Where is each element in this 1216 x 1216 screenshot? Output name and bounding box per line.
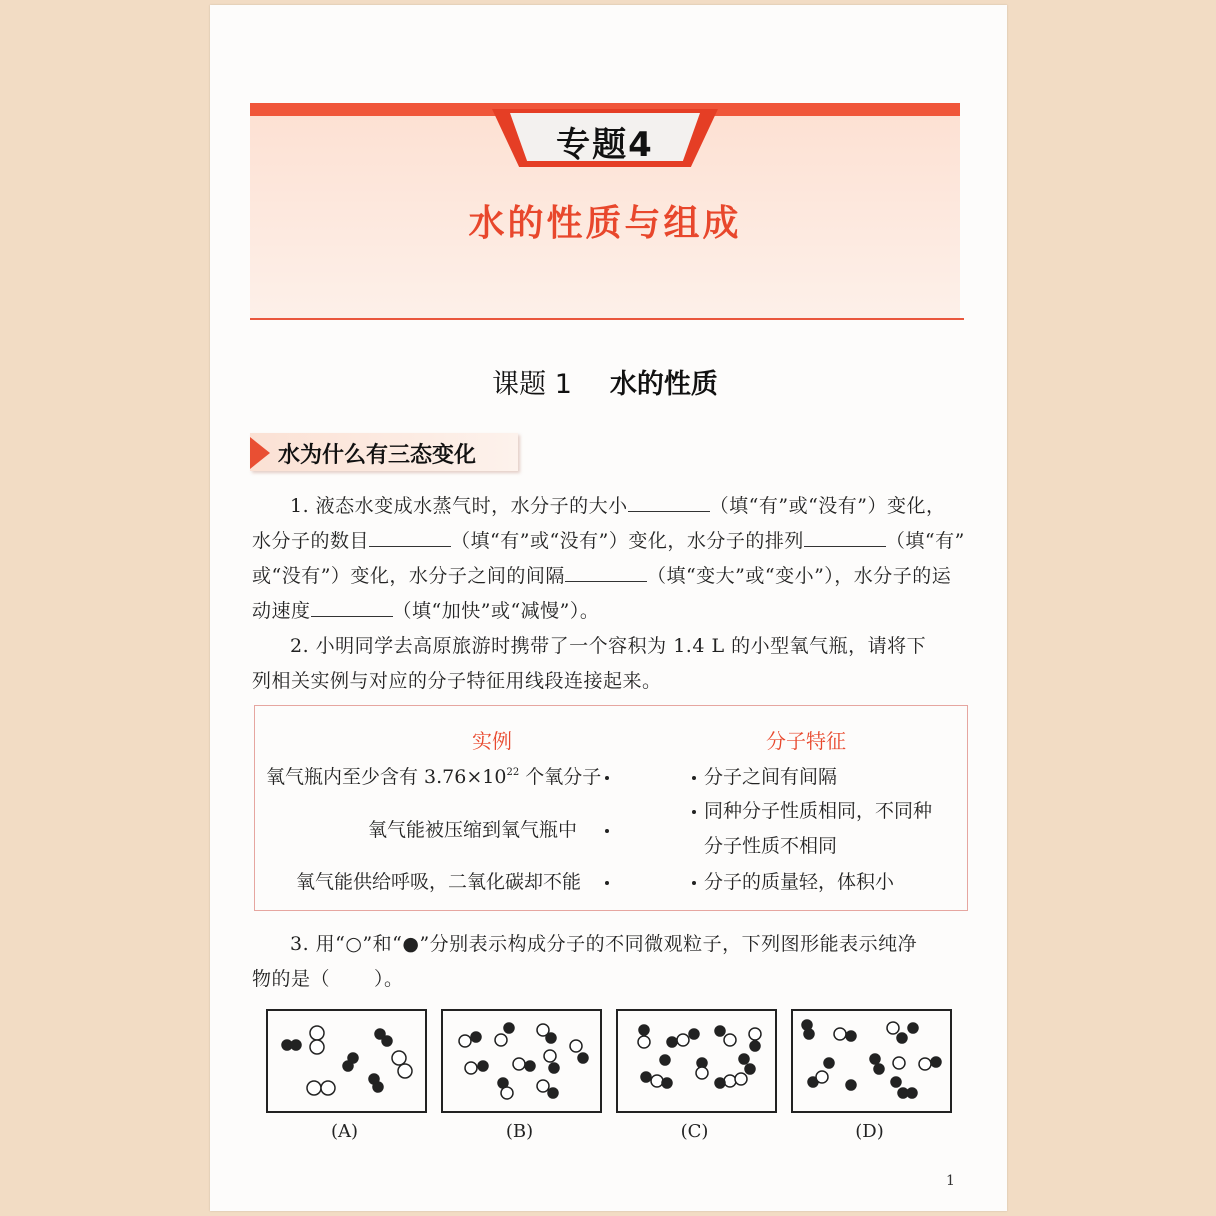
example-1-connect-dot[interactable] bbox=[605, 776, 609, 780]
q2-line-2: 列相关实例与对应的分子特征用线段连接起来。 bbox=[252, 670, 662, 692]
feature-1-connect-dot[interactable] bbox=[692, 776, 696, 780]
feature-2-line-2: 分子性质不相同 bbox=[704, 835, 838, 857]
q1-line-1: 1. 液态水变成水蒸气时，水分子的大小 （填“有”或“没有”）变化， bbox=[252, 489, 972, 524]
question-1 bbox=[252, 489, 972, 524]
topic-label: 专题4 bbox=[556, 125, 654, 165]
answer-blank[interactable] bbox=[369, 526, 451, 547]
q1-line-3: 或“没有”）变化，水分子之间的间隔 （填“变大”或“变小”），水分子的运 bbox=[252, 559, 972, 594]
figure-d[interactable] bbox=[791, 1009, 952, 1113]
chapter-title: 水的性质与组成 bbox=[468, 203, 742, 244]
example-3: 氧气能供给呼吸，二氧化碳却不能 bbox=[296, 871, 582, 893]
figure-c-label: (C) bbox=[680, 1121, 709, 1142]
figure-d-label: (D) bbox=[855, 1121, 884, 1142]
particles-diagram-d bbox=[793, 1011, 950, 1111]
figure-a-label: (A) bbox=[330, 1121, 359, 1142]
figure-b[interactable] bbox=[441, 1009, 602, 1113]
q2-line-1: 2. 小明同学去高原旅游时携带了一个容积为 1.4 L 的小型氧气瓶，请将下 bbox=[290, 635, 927, 657]
textbook-page bbox=[210, 5, 1007, 1211]
answer-blank[interactable] bbox=[628, 491, 710, 512]
header-divider bbox=[250, 318, 964, 320]
figure-b-label: (B) bbox=[505, 1121, 534, 1142]
particles-diagram-a bbox=[268, 1011, 425, 1111]
feature-3: 分子的质量轻，体积小 bbox=[704, 871, 895, 893]
feature-2-connect-dot[interactable] bbox=[692, 810, 696, 814]
features-header: 分子特征 bbox=[766, 729, 846, 753]
q3-line-1: 3. 用“○”和“●”分别表示构成分子的不同微观粒子，下列图形能表示纯净 bbox=[290, 933, 918, 955]
lesson-name: 水的性质 bbox=[609, 369, 718, 400]
q1-line-4: 动速度 （填“加快”或“减慢”）。 bbox=[252, 594, 972, 629]
answer-blank[interactable] bbox=[804, 526, 886, 547]
example-3-connect-dot[interactable] bbox=[605, 881, 609, 885]
lesson-title bbox=[250, 362, 960, 401]
figure-c[interactable] bbox=[616, 1009, 777, 1113]
feature-3-connect-dot[interactable] bbox=[692, 881, 696, 885]
particles-diagram-c bbox=[618, 1011, 775, 1111]
section-title: 水为什么有三态变化 bbox=[278, 443, 477, 468]
feature-2-line-1: 同种分子性质相同，不同种 bbox=[704, 800, 933, 822]
particles-diagram-b bbox=[443, 1011, 600, 1111]
answer-blank[interactable] bbox=[565, 561, 647, 582]
examples-header: 实例 bbox=[472, 729, 512, 753]
q1-line-2: 水分子的数目 （填“有”或“没有”）变化，水分子的排列 （填“有” bbox=[252, 524, 972, 559]
answer-blank[interactable] bbox=[311, 596, 393, 617]
example-1: 氧气瓶内至少含有 $3.76\times 10^{22}$ 个氧分子 bbox=[266, 766, 602, 788]
feature-1: 分子之间有间隔 bbox=[704, 766, 838, 788]
example-2-connect-dot[interactable] bbox=[605, 829, 609, 833]
figure-a[interactable] bbox=[266, 1009, 427, 1113]
q3-line-2: 物的是（ ）。 bbox=[252, 968, 404, 990]
page-number: 1 bbox=[946, 1173, 955, 1189]
section-arrow-icon bbox=[250, 437, 270, 469]
example-2: 氧气能被压缩到氧气瓶中 bbox=[368, 819, 578, 841]
lesson-number: 课题 1 bbox=[492, 369, 572, 400]
